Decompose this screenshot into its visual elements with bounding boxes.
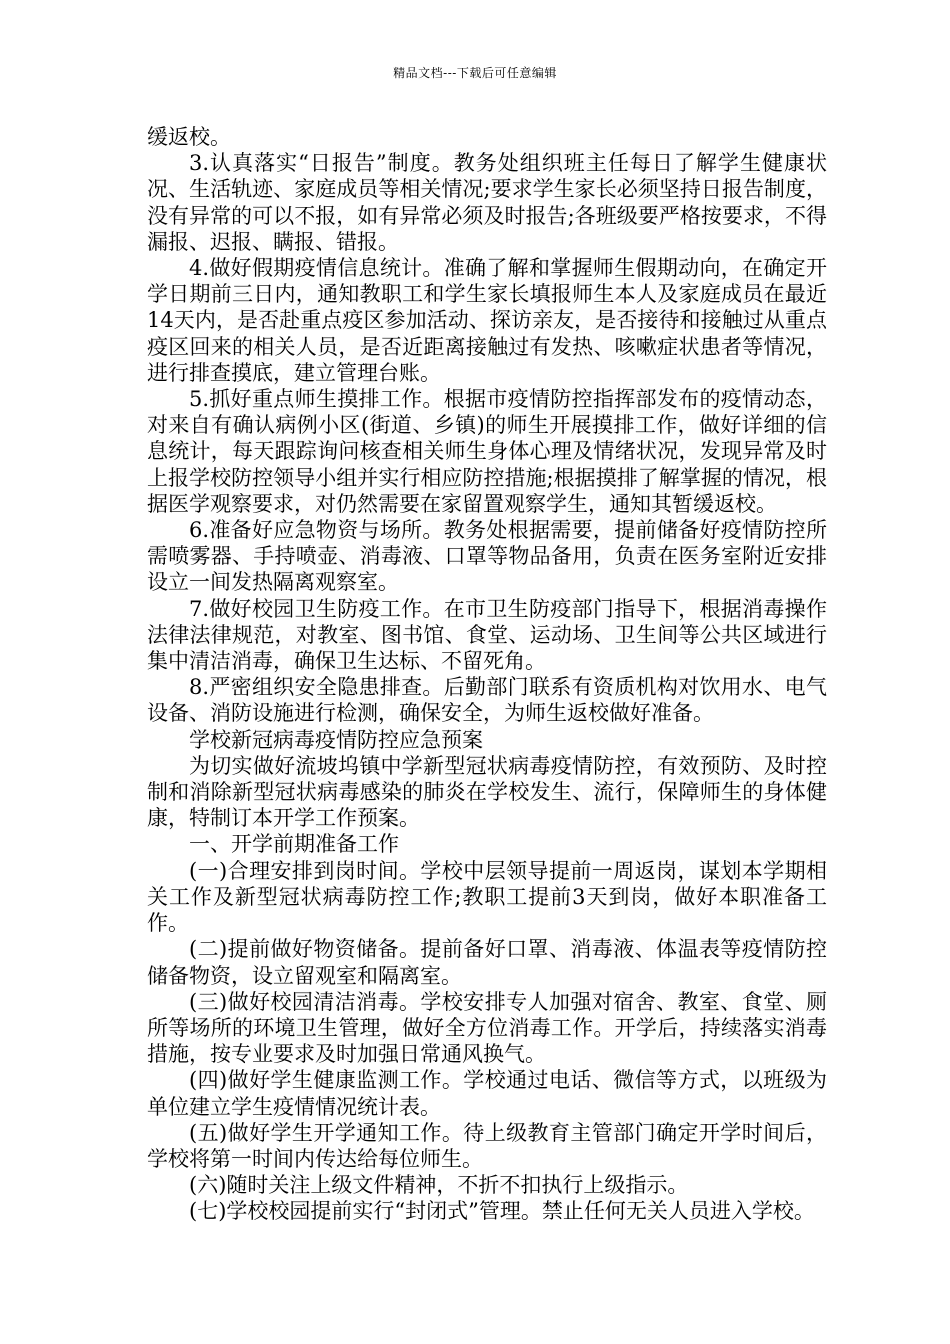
paragraph-sub-1: (一)合理安排到岗时间。学校中层领导提前一周返岗，谋划本学期相关工作及新型冠状病毒防控工作;教职工提前3天到岗，做好本职准备工作。: [147, 858, 827, 936]
paragraph-intro: 为切实做好流坡坞镇中学新型冠状病毒疫情防控，有效预防、及时控制和消除新型冠状病毒感染的肺炎在学校发生、流行，保障师生的身体健康，特制订本开学工作预案。: [147, 753, 827, 831]
paragraph-sub-4: (四)做好学生健康监测工作。学校通过电话、微信等方式，以班级为单位建立学生疫情情况统计表。: [147, 1068, 827, 1119]
paragraph-sub-3: (三)做好校园清洁消毒。学校安排专人加强对宿舍、教室、食堂、厕所等场所的环境卫生管理，做好全方位消毒工作。开学后，持续落实消毒措施，按专业要求及时加强日常通风换气。: [147, 989, 827, 1067]
paragraph-item-3: 3.认真落实“日报告”制度。教务处组织班主任每日了解学生健康状况、生活轨迹、家庭成员等相关情况;要求学生家长必须坚持日报告制度，没有异常的可以不报，如有异常必须及时报告;各班级要严格按要求，不得漏报、迟报、瞒报、错报。: [147, 151, 827, 254]
paragraph-sub-5: (五)做好学生开学通知工作。待上级教育主管部门确定开学时间后，学校将第一时间内传达给每位师生。: [147, 1120, 827, 1171]
page-header: 精品文档---下载后可任意编辑: [393, 66, 557, 80]
paragraph-sub-7: (七)学校校园提前实行“封闭式”管理。禁止任何无关人员进入学校。: [189, 1199, 815, 1224]
paragraph-item-8: 8.严密组织安全隐患排查。后勤部门联系有资质机构对饮用水、电气设备、消防设施进行检测，确保安全，为师生返校做好准备。: [147, 675, 827, 726]
section-title: 学校新冠病毒疫情防控应急预案: [189, 727, 483, 752]
paragraph-item-4: 4.做好假期疫情信息统计。准确了解和掌握师生假期动向，在确定开学日期前三日内，通知教职工和学生家长填报师生本人及家庭成员在最近14天内，是否赴重点疫区参加活动、探访亲友，是否接待和接触过从重点疫区回来的相关人员，是否近距离接触过有发热、咳嗽症状患者等情况，进行排查摸底，建立管理台账。: [147, 256, 827, 385]
paragraph-item-6: 6.准备好应急物资与场所。教务处根据需要，提前储备好疫情防控所需喷雾器、手持喷壶、消毒液、口罩等物品备用，负责在医务室附近安排设立一间发热隔离观察室。: [147, 518, 827, 595]
section-heading-1: 一、开学前期准备工作: [189, 832, 399, 857]
paragraph-item-7: 7.做好校园卫生防疫工作。在市卫生防疫部门指导下，根据消毒操作法律法律规范，对教室、图书馆、食堂、运动场、卫生间等公共区域进行集中清洁消毒，确保卫生达标、不留死角。: [147, 596, 827, 674]
paragraph-sub-6: (六)随时关注上级文件精神，不折不扣执行上级指示。: [189, 1173, 689, 1198]
paragraph-sub-2: (二)提前做好物资储备。提前备好口罩、消毒液、体温表等疫情防控储备物资，设立留观室和隔离室。: [147, 937, 827, 988]
document-body: [147, 124, 827, 1225]
paragraph-continuation: 缓返校。: [147, 125, 231, 149]
paragraph-item-5: 5.抓好重点师生摸排工作。根据市疫情防控指挥部发布的疫情动态，对来自有确认病例小区(街道、乡镇)的师生开展摸排工作，做好详细的信息统计，每天跟踪询问核查相关师生身体心理及情绪状况，发现异常及时上报学校防控领导小组并实行相应防控措施;根据摸排了解掌握的情况，根据医学观察要求，对仍然需要在家留置观察学生，通知其暂缓返校。: [147, 387, 827, 516]
